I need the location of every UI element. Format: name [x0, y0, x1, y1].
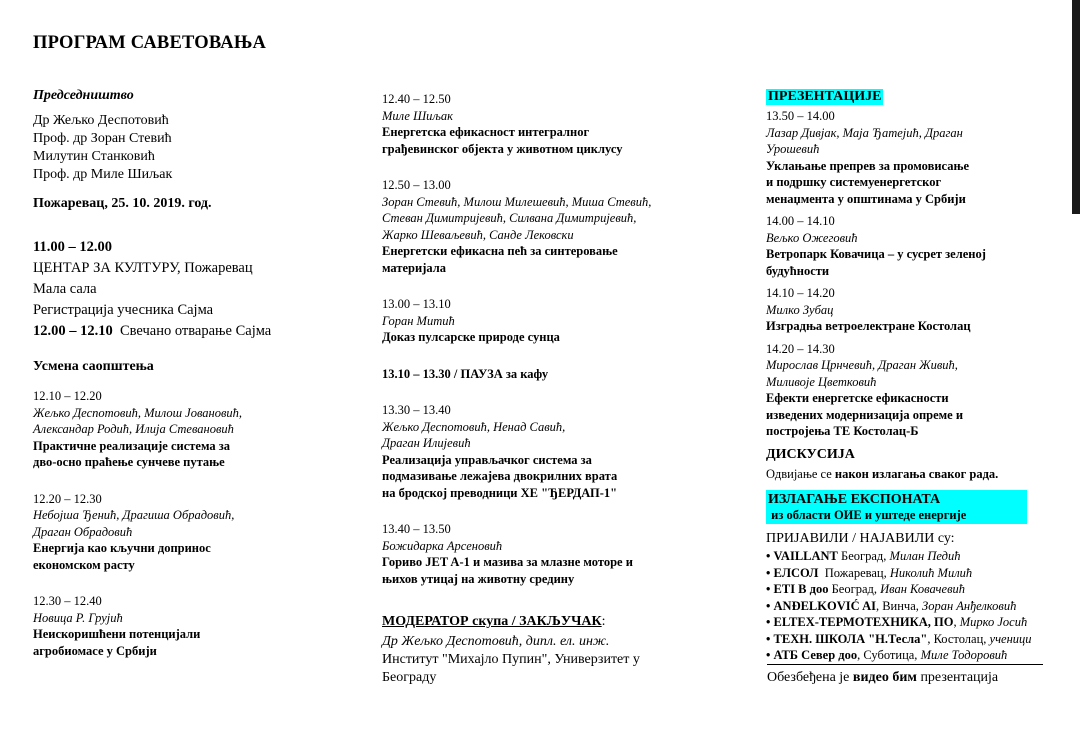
talk — [382, 296, 732, 346]
talk-authors: Вељко Ожеговић — [766, 230, 858, 245]
talk-title: на бродској преводници ХЕ "ЂЕРДАП-1" — [382, 485, 618, 500]
talk-time: 12.10 – 12.20 — [33, 389, 102, 403]
talk-title: Енергетска ефикасност интегралног — [382, 125, 590, 139]
scrollbar[interactable] — [1072, 0, 1080, 214]
exhibitor-person: ученици — [989, 631, 1032, 646]
talk-title: Неискоришћени потенцијали — [33, 627, 201, 641]
talk-authors: Стеван Димитријевић, Силвана Димитријевић, — [382, 211, 637, 225]
talk-title: материјала — [382, 260, 446, 275]
exhibitor-place: , Суботица, — [857, 648, 921, 662]
footer-note — [767, 669, 998, 687]
exhibitor-name: ELTEX-ТЕРМОТЕХНИКА, ПО — [773, 615, 954, 629]
talk-authors: Небојша Ђенић, Драгиша Обрадовић, — [33, 508, 235, 522]
talk — [382, 402, 732, 501]
talk — [382, 177, 732, 276]
talk-authors: Жарко Шеваљевић, Санде Лековски — [382, 227, 574, 242]
talk — [766, 341, 1066, 440]
exhibitor-name: ANĐELKOVIĆ AI — [773, 598, 876, 613]
talk-title: постројења ТЕ Костолац-Б — [766, 424, 919, 438]
talk-time: 13.40 – 13.50 — [382, 522, 451, 536]
talk-time: 13.30 – 13.40 — [382, 403, 451, 417]
talk-title: Изградња ветроелектране Костолац — [766, 319, 971, 333]
opening-row-time: 12.00 – 12.10 — [33, 323, 113, 339]
talk-time: 14.10 – 14.20 — [766, 286, 835, 300]
bullet-icon: • — [766, 549, 771, 563]
talk — [766, 108, 1066, 207]
exhibitor-person: Миле Тодоровић — [920, 648, 1008, 662]
exhibitor-person: Мирко Јосић — [959, 615, 1028, 629]
talk-title: њихов утицај на животну средину — [382, 571, 575, 586]
talk — [33, 593, 363, 659]
talk-authors: Божидарка Арсеновић — [382, 538, 503, 553]
exhibit-box — [766, 490, 1027, 524]
exhibitor-place: , Винча, — [875, 598, 923, 613]
exhibit-heading: ИЗЛАГАЊЕ ЕКСПОНАТА — [768, 492, 941, 507]
talk-time: 14.00 – 14.10 — [766, 214, 835, 228]
talk-title: Ефекти енергетске ефикасности — [766, 391, 949, 405]
talk-title: агробиомасе у Србији — [33, 643, 157, 658]
presidium-member: Др Жељко Деспотовић — [33, 113, 169, 128]
talk-authors: Александар Родић, Илија Стевановић — [33, 422, 234, 436]
talk-title: и подршку системуенергетског — [766, 175, 942, 189]
presidium-member: Проф. др Зоран Стевић — [33, 131, 172, 146]
opening-row-label: Свечано отварање Сајма — [120, 323, 272, 339]
bullet-icon: • — [766, 598, 771, 613]
talk-title: Доказ пулсарске природе сунца — [382, 330, 560, 344]
talk-title: економском расту — [33, 557, 135, 572]
talk-title: будућности — [766, 263, 830, 278]
talk-time: 12.30 – 12.40 — [33, 594, 102, 608]
coffee-break: 13.10 – 13.30 / ПАУЗА за кафу — [382, 366, 549, 381]
column-middle — [382, 91, 732, 687]
exhibitor-item — [766, 647, 1066, 664]
discussion-heading: ДИСКУСИЈА — [766, 446, 855, 462]
talk-time: 14.20 – 14.30 — [766, 341, 835, 356]
talk-authors: Жељко Деспотовић, Милош Јовановић, — [33, 405, 243, 420]
talk-time: 12.50 – 13.00 — [382, 178, 451, 192]
exhibitor-name: ТЕХН. ШКОЛА "Н.Тесла" — [773, 631, 928, 646]
talk-authors: Урошевић — [766, 142, 820, 156]
exhibitor-name: АТБ Север доо — [773, 648, 858, 662]
talk-authors: Лазар Дивјак, Маја Ђатејић, Драган — [766, 125, 963, 140]
talk-time: 13.00 – 13.10 — [382, 297, 451, 311]
talk-title: Гориво JET A-1 и мазива за млазне моторе и — [382, 555, 633, 569]
moderator-heading: МОДЕРАТОР скупа / ЗАКЉУЧАК — [382, 614, 602, 629]
moderator-institution: Београду — [382, 670, 437, 685]
moderator-institution: Институт "Михајло Пупин", Универзитет у — [382, 652, 640, 667]
presentations-heading: ПРЕЗЕНТАЦИЈЕ — [768, 89, 882, 104]
talk-authors: Новица Р. Грујић — [33, 610, 123, 625]
talk-title: подмазивање лежајева двокрилних врата — [382, 469, 618, 483]
moderator-colon: : — [601, 614, 606, 629]
talk-time: 12.20 – 12.30 — [33, 491, 102, 506]
bullet-icon: • — [766, 631, 771, 646]
page-title: ПРОГРАМ САВЕТОВАЊА — [33, 33, 267, 53]
talk — [766, 285, 1066, 335]
exhibitor-item — [766, 548, 1066, 565]
bullet-icon: • — [766, 615, 771, 629]
talk-title: Практичне реализације система за — [33, 438, 231, 453]
talk-authors: Миливоје Цветковић — [766, 374, 877, 389]
talk-title: дво-осно праћење сунчеве путање — [33, 455, 225, 469]
talk-authors: Милко Зубац — [766, 302, 834, 317]
talk — [33, 491, 363, 574]
talk-title: грађевинског објекта у животном циклусу — [382, 141, 623, 156]
talk-title: изведених модернизација опреме и — [766, 407, 964, 422]
talk-time: 12.40 – 12.50 — [382, 92, 451, 106]
exhibitor-place: Београд, — [837, 549, 890, 563]
exhibitor-person: Иван Ковачевић — [880, 582, 965, 596]
place-date: Пожаревац, 25. 10. 2019. год. — [33, 196, 212, 211]
talk-title: менаџмента у општинама у Србији — [766, 191, 966, 206]
talk-authors: Миле Шиљак — [382, 108, 453, 123]
talk-authors: Драган Обрадовић — [33, 524, 133, 539]
discussion-note-a: Одвијање се — [766, 466, 835, 481]
opening-row — [33, 321, 363, 342]
exhibitor-person: Николић Милић — [889, 565, 973, 580]
talk-authors: Мирослав Црнчевић, Драган Живић, — [766, 358, 958, 372]
bullet-icon: • — [766, 582, 771, 596]
talk-authors: Горан Митић — [382, 313, 455, 328]
talk — [382, 91, 732, 157]
oral-heading: Усмена саопштења — [33, 359, 154, 374]
footer-note-c: презентација — [916, 670, 999, 685]
talk-authors: Драган Илијевић — [382, 436, 471, 450]
column-left — [33, 88, 363, 679]
discussion-note-b: након излагања сваког рада. — [834, 466, 999, 481]
bullet-icon: • — [766, 648, 771, 662]
discussion-note — [766, 466, 1066, 483]
exhibitor-item — [766, 631, 1066, 648]
talk-title: Енергетски ефикасна пећ за синтеровање — [382, 244, 618, 258]
exhibitor-item — [766, 565, 1066, 582]
hall: Мала сала — [33, 281, 97, 297]
moderator-name: Др Жељко Деспотовић, дипл. ел. инж. — [382, 634, 610, 649]
exhibitor-person: Зоран Анђелковић — [922, 598, 1017, 613]
talk-authors: Жељко Деспотовић, Ненад Савић, — [382, 419, 566, 434]
registration: Регистрација учесника Сајма — [33, 302, 214, 318]
talk — [766, 213, 1066, 279]
talk-title: Ветропарк Ковачица – у сусрет зеленој — [766, 247, 986, 261]
venue: ЦЕНТАР ЗА КУЛТУРУ, Пожаревац — [33, 260, 253, 276]
exhibitor-place: Пожаревац, — [818, 565, 890, 580]
opening-time: 11.00 – 12.00 — [33, 239, 112, 255]
presidium-member: Милутин Станковић — [33, 149, 155, 164]
footer-note-a: Обезбеђена је — [767, 670, 853, 685]
talk — [33, 388, 363, 471]
talk — [382, 521, 732, 587]
talk-title: Реализација управљачког система за — [382, 452, 592, 467]
column-right — [766, 87, 1066, 664]
talk-time: 13.50 – 14.00 — [766, 109, 835, 123]
talk-title: Уклањање препрев за промовисање — [766, 158, 970, 173]
footer-note-b: видео бим — [852, 670, 917, 685]
exhibitor-name: ЕЛСОЛ — [773, 565, 819, 580]
bullet-icon: • — [766, 565, 771, 580]
exhibitor-item — [766, 598, 1066, 615]
presidium-heading: Председништво — [33, 88, 134, 103]
divider — [767, 664, 1043, 665]
exhibitor-place: , — [953, 615, 960, 629]
registered-heading: ПРИЈАВИЛИ / НАЈАВИЛИ су: — [766, 531, 955, 546]
exhibitor-name: VAILLANT — [773, 549, 838, 563]
exhibit-subheading: из области ОИЕ и уштеде енергије — [768, 508, 967, 522]
exhibitor-item — [766, 581, 1066, 598]
presidium-member: Проф. др Миле Шиљак — [33, 167, 173, 182]
talk-title: Енергија као кључни допринос — [33, 541, 211, 555]
exhibitor-item — [766, 614, 1066, 631]
moderator-heading-row — [382, 613, 732, 631]
exhibitor-list — [766, 548, 1066, 664]
exhibitor-person: Милан Педић — [889, 549, 961, 563]
exhibitor-name: ETI B доо — [773, 582, 829, 596]
talk-authors: Зоран Стевић, Милош Милешевић, Миша Стевић, — [382, 194, 652, 209]
exhibitor-place: , Костолац, — [927, 631, 990, 646]
exhibitor-place: Београд, — [828, 582, 881, 596]
